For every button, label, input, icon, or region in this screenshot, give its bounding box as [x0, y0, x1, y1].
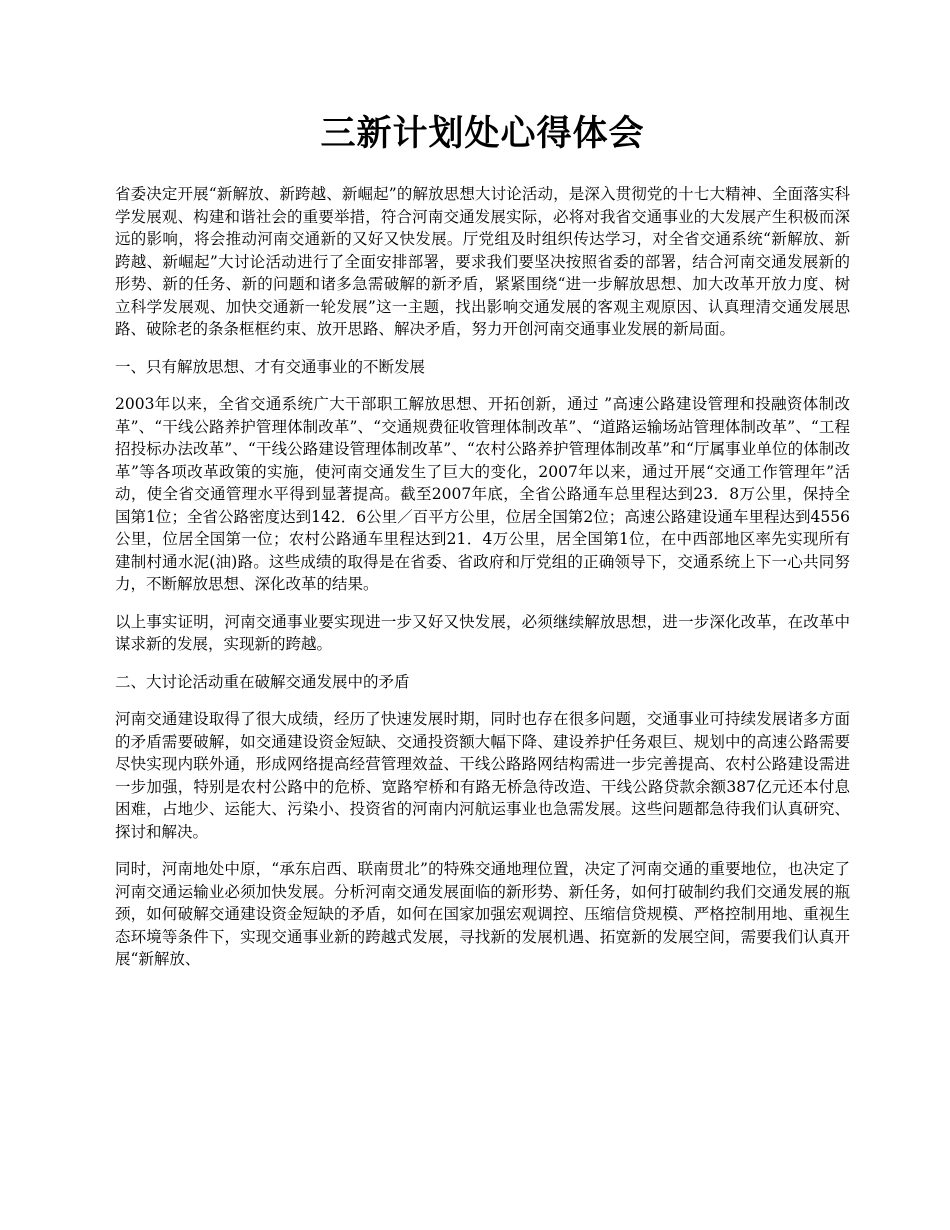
document-page	[115, 0, 850, 1230]
achievements-paragraph: 2003年以来，全省交通系统广大干部职工解放思想、开拓创新，通过 ”高速公路建设管理和投融资体制改革”、“干线公路养护管理体制改革”、“交通规费征收管理体制改革”、“道路运输场站管理体制改革”、“工程招投标办法改革”、“干线公路建设管理体制改革”、“农村公路养护管理体制改革”和“厅属事业单位的体制改革”等各项改革政策的实施，使河南交通发生了巨大的变化，2007年以来，通过开展“交通工作管理年”活动，使全省交通管理水平得到显著提高。截至2007年底，全省公路通车总里程达到23．8万公里，保持全国第1位；全省公路密度达到142．6公里／百平方公里，位居全国第2位；高速公路建设通车里程达到4556公里，位居全国第一位；农村公路通车里程达到21．4万公里，居全国第1位，在中西部地区率先实现所有建制村通水泥(油)路。这些成绩的取得是在省委、省政府和厅党组的正确领导下，交通系统上下一心共同努力，不断解放思想、深化改革的结果。	[115, 395, 850, 593]
problems-paragraph: 河南交通建设取得了很大成绩，经历了快速发展时期，同时也存在很多问题，交通事业可持续发展诸多方面的矛盾需要破解，如交通建设资金短缺、交通投资额大幅下降、建设养护任务艰巨、规划中的高速公路需要尽快实现内联外通，形成网络提高经营管理效益、干线公路路网结构需进一步完善提高、农村公路建设需进一步加强，特别是农村公路中的危桥、宽路窄桥和有路无桥急待改造、干线公路贷款余额387亿元还本付息困难，占地少、运能大、污染小、投资省的河南内河航运事业也急需发展。这些问题都急待我们认真研究、探讨和解决。	[115, 710, 850, 841]
intro-paragraph: 省委决定开展“新解放、新跨越、新崛起”的解放思想大讨论活动，是深入贯彻党的十七大精神、全面落实科学发展观、构建和谐社会的重要举措，符合河南交通发展实际，必将对我省交通事业的大发展产生积极而深远的影响，将会推动河南交通新的又好又快发展。厅党组及时组织传达学习，对全省交通系统“新解放、新跨越、新崛起”大讨论活动进行了全面安排部署，要求我们要坚决按照省委的部署，结合河南交通发展新的形势、新的任务、新的问题和诸多急需破解的新矛盾，紧紧围绕“进一步解放思想、加大改革开放力度、树立科学发展观、加快交通新一轮发展”这一主题，找出影响交通发展的客观主观原因、认真理清交通发展思路、破除老的条条框框约束、放开思路、解决矛盾，努力开创河南交通事业发展的新局面。	[115, 185, 850, 338]
section-heading-1: 一、只有解放思想、才有交通事业的不断发展	[115, 357, 426, 376]
location-paragraph: 同时，河南地处中原，“承东启西、联南贯北”的特殊交通地理位置，决定了河南交通的重要地位，也决定了河南交通运输业必须加快发展。分析河南交通发展面临的新形势、新任务，如何打破制约我们交通发展的瓶颈，如何破解交通建设资金短缺的矛盾，如何在国家加强宏观调控、压缩信贷规模、严格控制用地、重视生态环境等条件下，实现交通事业新的跨越式发展，寻找新的发展机遇、拓宽新的发展空间，需要我们认真开展“新解放、	[115, 860, 850, 968]
conclusion-paragraph: 以上事实证明，河南交通事业要实现进一步又好又快发展，必须继续解放思想，进一步深化改革，在改革中谋求新的发展，实现新的跨越。	[115, 612, 850, 653]
document-title: 三新计划处心得体会	[320, 113, 645, 154]
section-heading-2: 二、大讨论活动重在破解交通发展中的矛盾	[115, 672, 410, 691]
